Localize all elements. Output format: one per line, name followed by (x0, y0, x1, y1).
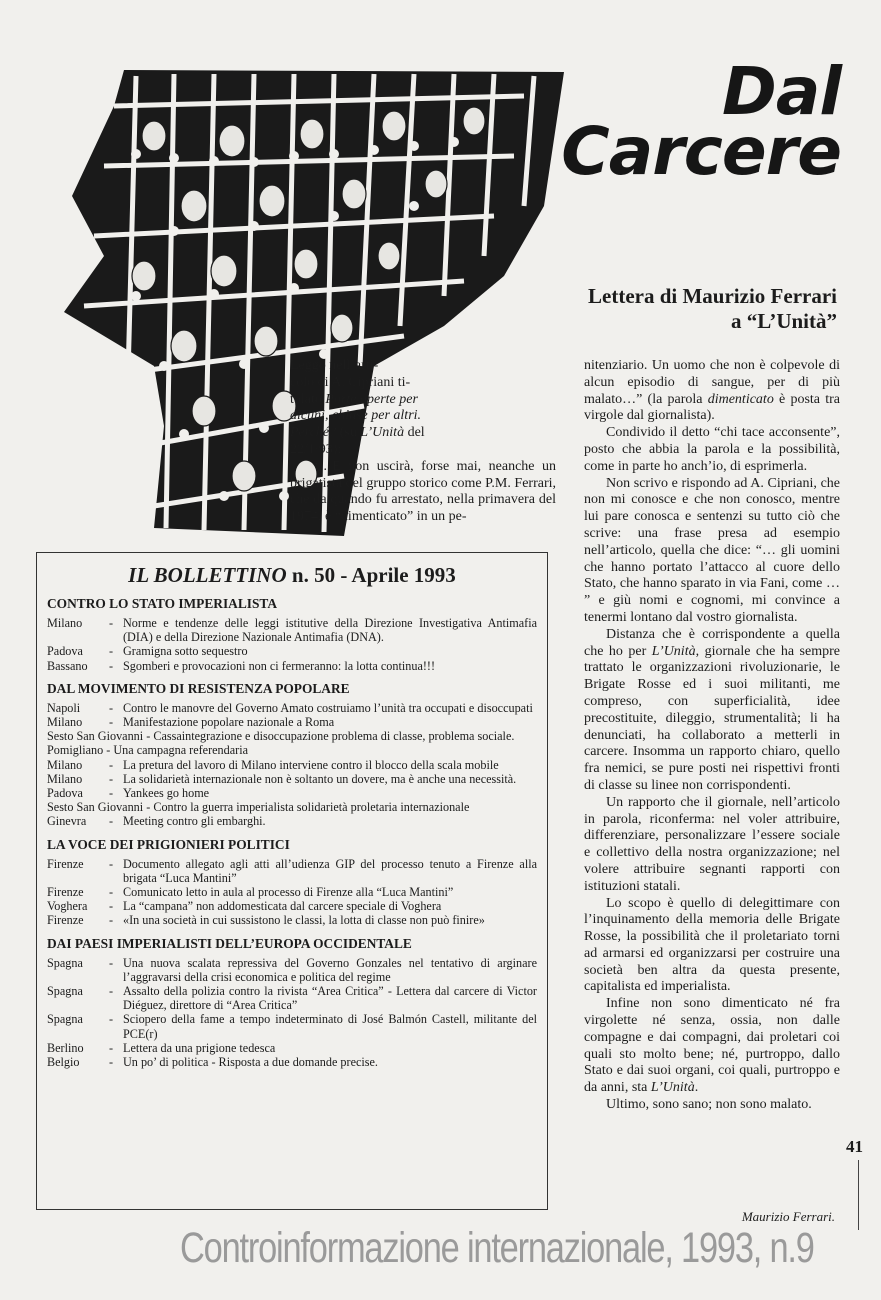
entry-place: Spagna (47, 984, 83, 999)
bollettino-sections (47, 596, 537, 1069)
entry-place: Bassano (47, 658, 88, 673)
footer-source: Controinformazione internazionale, 1993, n.9 (180, 1224, 814, 1272)
entry-dash: - (108, 899, 114, 914)
bollettino-entry (47, 715, 537, 729)
bollettino-entry (47, 913, 537, 927)
bollettino-entry (47, 899, 537, 913)
entry-text: La solidarietà internazionale non è soltanto un dovere, ma è anche una necessità. (123, 771, 517, 786)
bollettino-entry (47, 659, 537, 673)
bollettino-entry (47, 743, 537, 757)
bollettino-entry (47, 772, 537, 786)
entry-text: Documento allegato agli atti all’udienza GIP del processo tenuto a Firenze alla brigata “Luca Mantini” (123, 856, 537, 885)
entry-text: Una campagna referendaria (113, 743, 249, 758)
entry-place: Voghera (47, 899, 88, 914)
entry-place: Milano (47, 771, 83, 786)
entry-dash: - (108, 644, 114, 659)
entry-text: La “campana” non addomesticata dal carcere speciale di Voghera (123, 899, 442, 914)
bollettino-entry (47, 1055, 537, 1069)
article-subtitle (588, 284, 837, 334)
entry-place: Milano (47, 616, 83, 630)
entry-dash: - (108, 984, 114, 999)
heading-line-1: Dal (722, 53, 841, 130)
bollettino-section-heading: DAL MOVIMENTO DI RESISTENZA POPOLARE (47, 680, 350, 696)
entry-dash: - (108, 814, 114, 829)
subtitle-line-1: Lettera di Maurizio Ferrari (588, 284, 837, 308)
bollettino-entry (47, 857, 537, 885)
entry-dash: - (108, 1040, 114, 1055)
entry-text: Una nuova scalata repressiva del Governo Gonzales nel tentativo di arginare l’aggravarsi della crisi economica e politica del regime (123, 955, 537, 984)
entry-place: Spagna (47, 1012, 83, 1027)
entry-dash: - (143, 800, 154, 815)
entry-place: Berlino (47, 1040, 84, 1055)
entry-text: Contro la guerra imperialista solidarietà proletaria internazionale (153, 800, 470, 815)
bollettino-section-heading: LA VOCE DEI PRIGIONIERI POLITICI (47, 836, 290, 852)
entry-dash: - (108, 658, 114, 673)
entry-place: Spagna (47, 955, 83, 970)
bollettino-entry (47, 984, 537, 1012)
entry-dash: - (108, 757, 114, 772)
entry-dash: - (143, 729, 154, 744)
entry-text: «In una società in cui sussistono le classi, la lotta di classe non può finire» (123, 913, 485, 928)
bollettino-entry (47, 956, 537, 984)
entry-dash: - (108, 715, 114, 730)
entry-text: Sgomberi e provocazioni non ci fermeranno: la lotta continua!!! (123, 658, 436, 673)
bollettino-entry (47, 729, 537, 743)
bollettino-entry (47, 800, 537, 814)
vertical-rule (858, 1160, 859, 1230)
entry-dash: - (108, 1055, 114, 1070)
article-text-left: Leggo nell’arti- colo di A. Cipriani ti- tolato Porte aperte per alcuni, chiuse per altri. Perché? (su L’Unità del 22/1/93): “…E non uscirà, forse mai, neanche un brigatista del gruppo storico come P.M. Ferrari, che da quando fu arrestato, nella primavera del 1974, è “dimenticato” in un pe- (290, 358, 556, 525)
heading-line-2: Carcere (561, 113, 841, 190)
entry-place: Padova (47, 786, 83, 801)
entry-dash: - (108, 955, 114, 970)
entry-text: Contro le manovre del Governo Amato costruiamo l’unità tra occupati e disoccupati (123, 700, 533, 715)
entry-dash: - (108, 786, 114, 801)
entry-text: Manifestazione popolare nazionale a Roma (123, 715, 335, 730)
signature: Maurizio Ferrari. (741, 1209, 835, 1224)
bollettino-title-rest: n. 50 - Aprile 1993 (286, 563, 456, 587)
entry-place: Sesto San Giovanni (47, 800, 144, 815)
entry-text: Un po’ di politica - Risposta a due domande precise. (123, 1055, 378, 1070)
page-heading (561, 53, 841, 190)
entry-place: Firenze (47, 885, 84, 900)
entry-place: Padova (47, 644, 83, 659)
article-text-right: nitenziario. Un uomo che non è colpevole di alcun episodio di sangue, per di più malato…” (la parola dimenticato è posta tra virgole dal giornalista). Condivido il detto “chi tace acconsente”, posto che abbia la parola e la possibilità, come in parte ho anch’io, di esprimerla. Non scrivo e rispondo ad A. Cipriani, che non mi conosce e che non conosco, mentre lui pare conosca e sentenzi su tutto ciò che scrive: una frase presa ad esempio nell’articolo, quella che dice: “… gli uomini che hanno portato l’attacco al cuore dello Stato, che hanno sparato in via Fani, come … ” e giù nomi e cognomi, mi convince a tenermi lontano dal vostro giornalista. Distanza che è corrispondente a quella che ho per L’Unità, giornale che ha sempre trattato le organizzazioni rivoluzionarie, le Brigate Rosse ed i suoi militanti, me compreso, con superficialità, idee precostituite, dileggio, strumentalità; li ha denunciati, ha collaborato a metterli in carcere. Insomma un rapporto chiaro, quello fra nemici, se pure posti nei rispettivi fronti di classe su linee non corrispondenti. Un rapporto che il giornale, nell’articolo in parola, riconferma: nel voler attribuire, differenziare, personalizzare l’essere sociale e collettivo della nostra organizzazione; nel volere attribuire segnanti rapporti con istituzioni statali. Lo scopo è quello di delegittimare con l’inquinamento della memoria delle Brigate Rosse, la possibilità che il proletariato torni ad armarsi ed organizzarsi per costruire una società ben altra da questa presente, capitalista ed imperialista. Infine non sono dimenticato né fra virgolette né senza, ossia, non dalle compagne e dai compagni, dai proletari coi quali sto molto bene; né, purtroppo, dallo Stato e dai suoi organi, coi quali, purtroppo e da anni, sta L’Unità. Ultimo, sono sano; non sono malato. (584, 358, 841, 1113)
entry-place: Pomigliano (47, 743, 104, 758)
subtitle-line-2: a “L’Unità” (731, 309, 837, 333)
entry-text: Comunicato letto in aula al processo di Firenze alla “Luca Mantini” (123, 885, 454, 900)
bollettino-box (36, 552, 548, 1210)
entry-place: Firenze (47, 913, 84, 928)
entry-dash: - (108, 1012, 114, 1027)
bollettino-entry (47, 786, 537, 800)
bollettino-entry (47, 885, 537, 899)
entry-dash: - (103, 743, 114, 758)
bollettino-section-heading: DAI PAESI IMPERIALISTI DELL’EUROPA OCCIDENTALE (47, 935, 412, 951)
entry-dash: - (108, 885, 114, 900)
bollettino-title-italic: IL BOLLETTINO (128, 563, 287, 587)
bollettino-section-heading: CONTRO LO STATO IMPERIALISTA (47, 596, 278, 611)
bollettino-entry (47, 701, 537, 715)
entry-place: Milano (47, 757, 83, 772)
bollettino-entry (47, 814, 537, 828)
entry-place: Napoli (47, 700, 81, 715)
bollettino-entry (47, 1012, 537, 1040)
entry-text: Meeting contro gli embarghi. (123, 814, 266, 829)
entry-text: Cassaintegrazione e disoccupazione problema di classe, problema sociale. (153, 729, 515, 744)
entry-place: Sesto San Giovanni (47, 729, 144, 744)
entry-place: Belgio (47, 1055, 80, 1070)
entry-place: Firenze (47, 856, 84, 871)
entry-text: Assalto della polizia contro la rivista “Area Critica” - Lettera dal carcere di Victor Diéguez, direttore di “Area Critica” (123, 984, 537, 1013)
entry-place: Ginevra (47, 814, 87, 829)
entry-dash: - (108, 700, 114, 715)
entry-text: Norme e tendenze delle leggi istitutive della Direzione Investigativa Antimafia (DIA) e della Direzione Nazionale Antimafia (DNA). (123, 616, 537, 645)
entry-place: Milano (47, 715, 83, 730)
entry-dash: - (108, 856, 114, 871)
entry-text: Gramigna sotto sequestro (123, 644, 248, 659)
entry-dash: - (108, 616, 114, 630)
entry-text: La pretura del lavoro di Milano interviene contro il blocco della scala mobile (123, 757, 499, 772)
entry-text: Lettera da una prigione tedesca (123, 1040, 276, 1055)
entry-dash: - (108, 771, 114, 786)
entry-text: Sciopero della fame a tempo indeterminato di José Balmón Castell, militante del PCE(r) (123, 1012, 537, 1041)
bollettino-title (47, 563, 537, 588)
bollettino-entry (47, 616, 537, 644)
page-number: 41 (846, 1137, 863, 1156)
bollettino-entry (47, 758, 537, 772)
entry-text: Yankees go home (123, 786, 210, 801)
bollettino-entry (47, 644, 537, 658)
bollettino-entry (47, 1041, 537, 1055)
entry-dash: - (108, 913, 114, 928)
